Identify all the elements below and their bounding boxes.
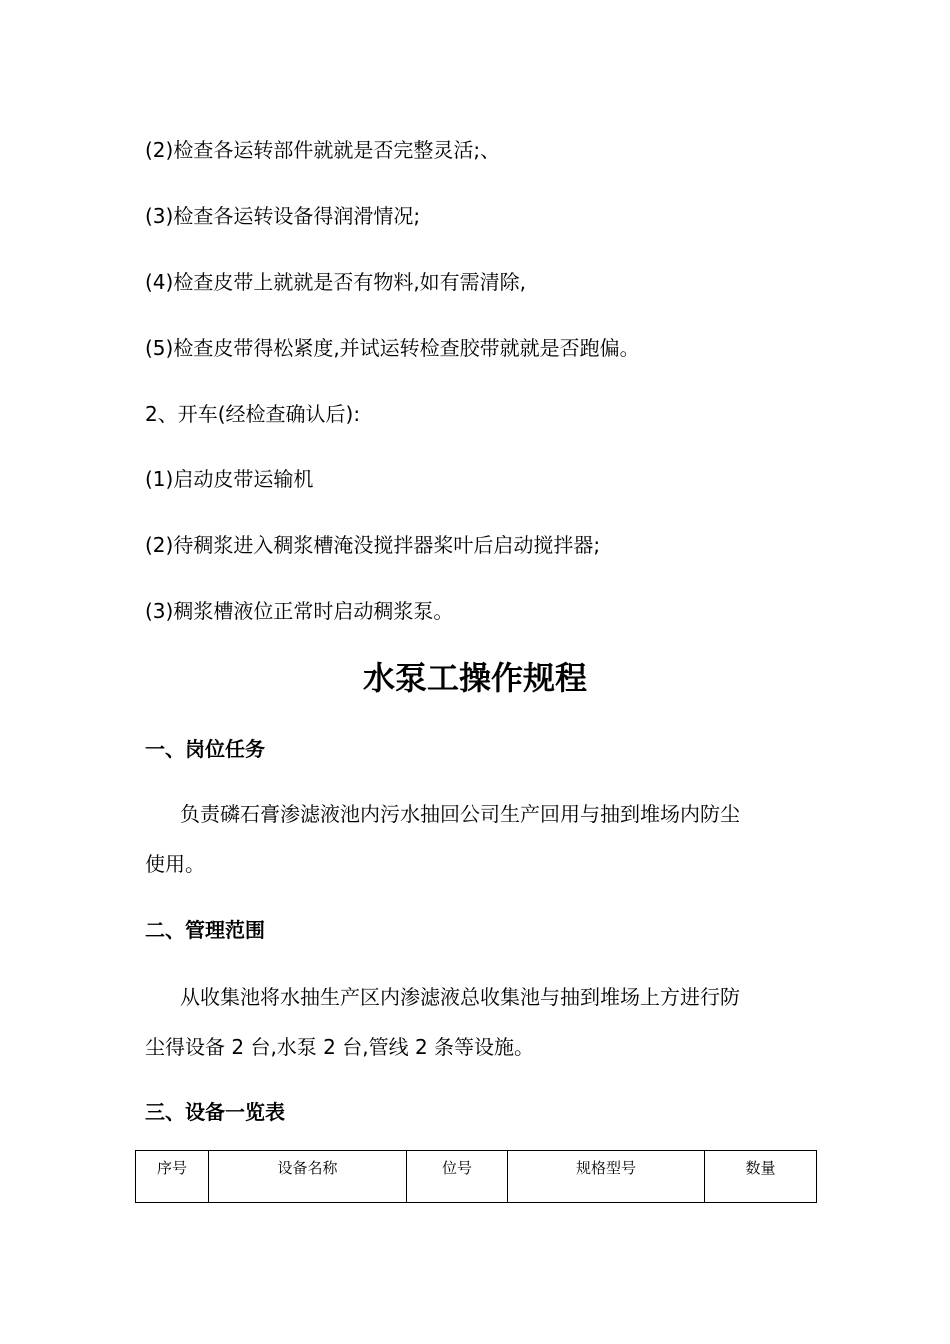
document-title: 水泵工操作规程 (362, 659, 587, 697)
col-header-specification: 规格型号 (508, 1151, 705, 1203)
section-heading-scope: 二、管理范围 (145, 918, 265, 942)
procedure-line-4: (4)检查皮带上就就是否有物料,如有需清除, (145, 270, 527, 294)
duties-paragraph-line-1: 负责磷石膏渗滤液池内污水抽回公司生产回用与抽到堆场内防尘 (180, 802, 740, 826)
startup-heading: 2、开车(经检查确认后): (145, 402, 361, 426)
scope-paragraph-line-1: 从收集池将水抽生产区内渗滤液总收集池与抽到堆场上方进行防 (180, 985, 740, 1009)
table-header-row (136, 1151, 817, 1203)
col-header-serial: 序号 (136, 1151, 209, 1203)
procedure-line-2: (2)检查各运转部件就就是否完整灵活;、 (145, 138, 501, 162)
procedure-line-3: (3)检查各运转设备得润滑情况; (145, 204, 421, 228)
procedure-line-5: (5)检查皮带得松紧度,并试运转检查胶带就就是否跑偏。 (145, 336, 640, 360)
duties-paragraph-line-2: 使用。 (145, 852, 205, 876)
section-heading-duties: 一、岗位任务 (145, 737, 265, 761)
col-header-quantity: 数量 (705, 1151, 817, 1203)
section-heading-equipment-list: 三、设备一览表 (145, 1100, 285, 1124)
startup-step-1: (1)启动皮带运输机 (145, 467, 314, 491)
col-header-equipment-name: 设备名称 (209, 1151, 407, 1203)
col-header-tag-number: 位号 (407, 1151, 508, 1203)
startup-step-2: (2)待稠浆进入稠浆槽淹没搅拌器桨叶后启动搅拌器; (145, 533, 601, 557)
equipment-table (135, 1150, 817, 1203)
startup-step-3: (3)稠浆槽液位正常时启动稠浆泵。 (145, 599, 454, 623)
scope-paragraph-line-2: 尘得设备 2 台,水泵 2 台,管线 2 条等设施。 (145, 1035, 535, 1059)
